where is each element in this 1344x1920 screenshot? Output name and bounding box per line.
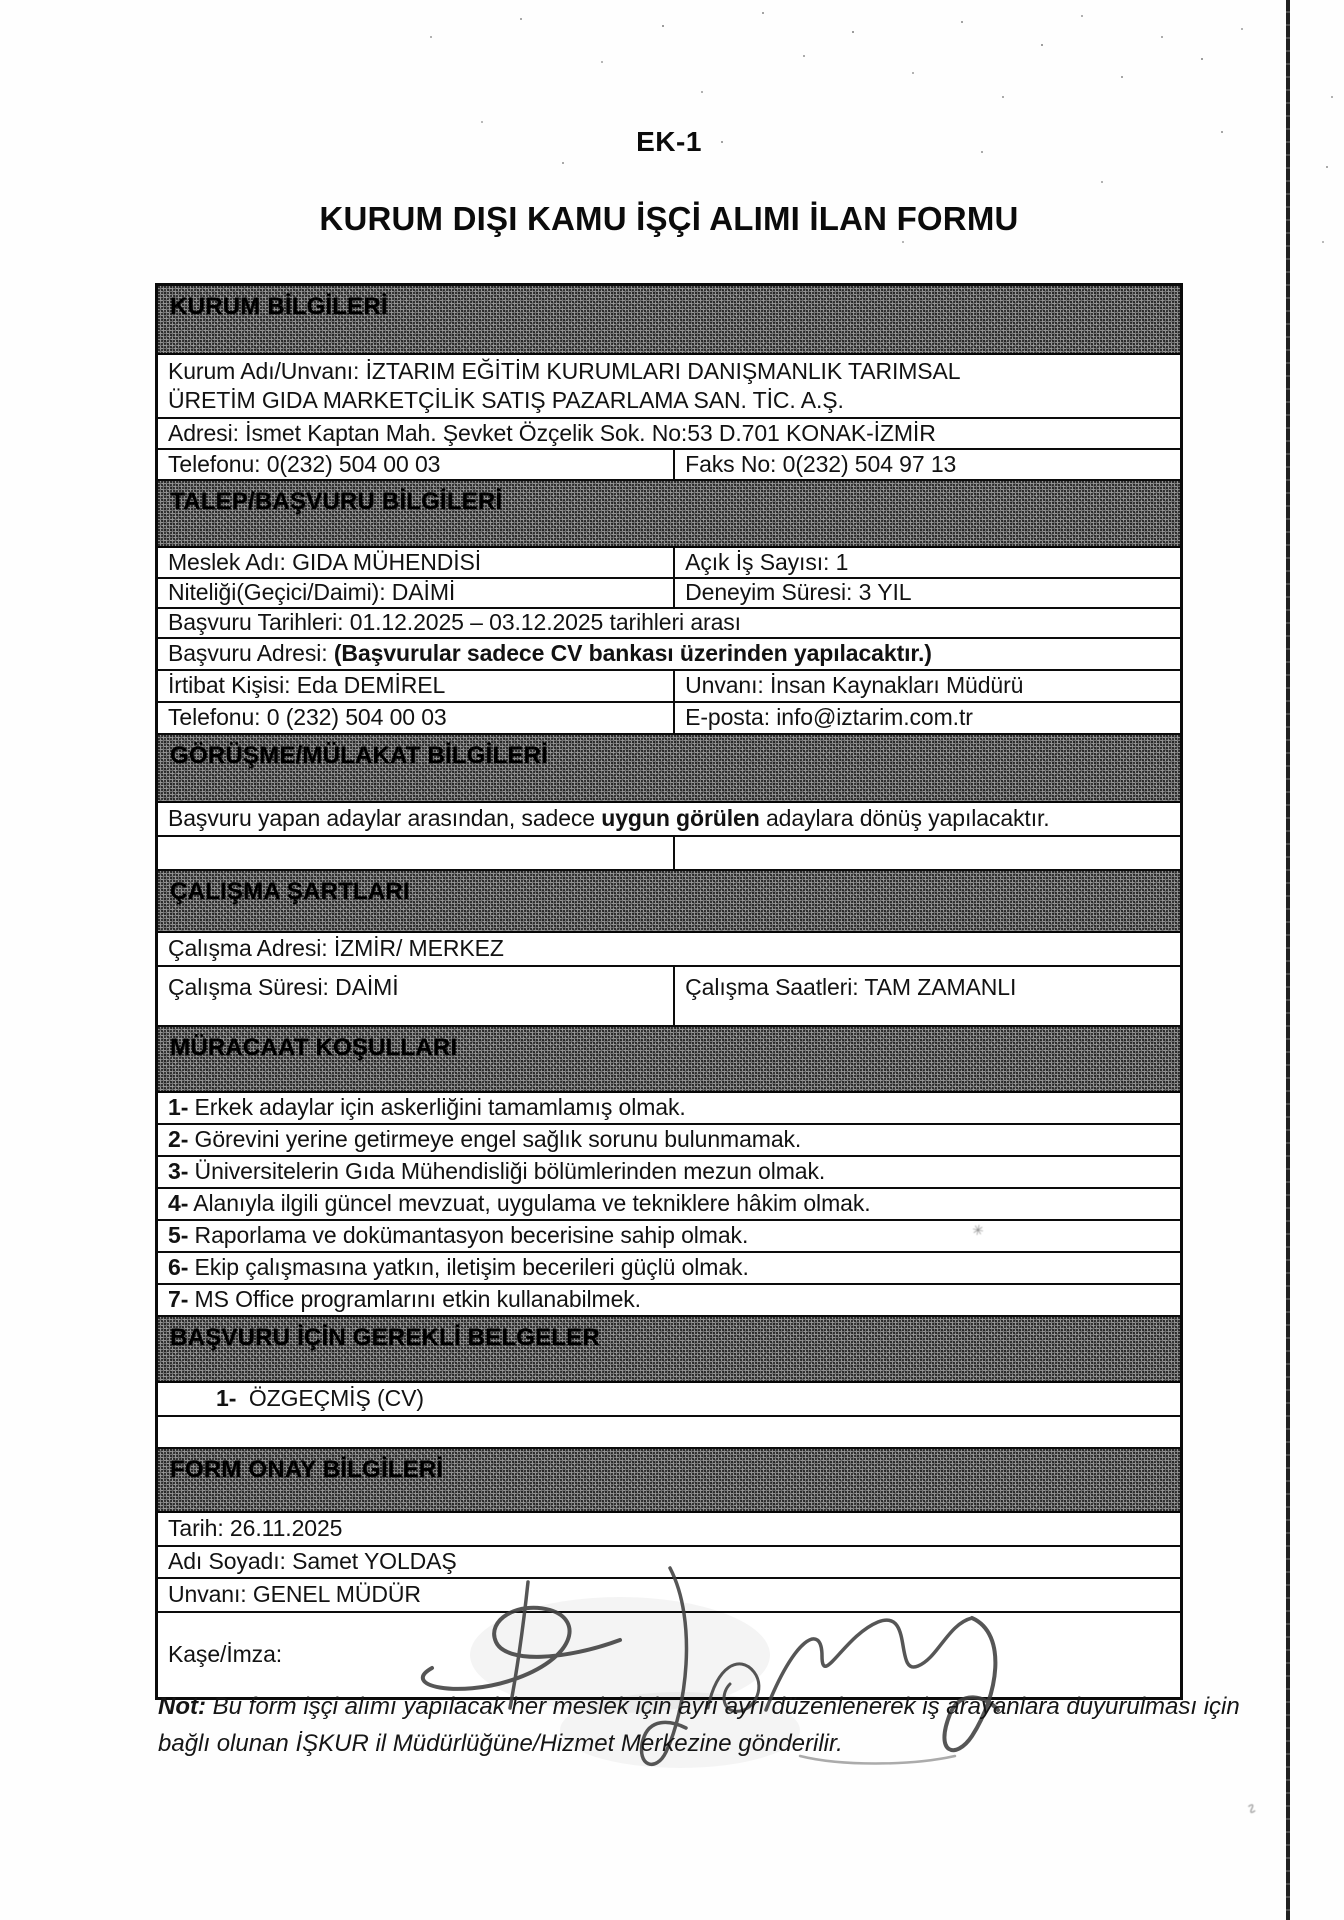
requirement-text: Raporlama ve dokümantasyon becerisine sahip olmak. (188, 1222, 749, 1249)
field-irtibat-kisisi: İrtibat Kişisi: Eda DEMİREL (168, 672, 446, 699)
scan-noise-speckles (0, 0, 2, 2)
field-niteligi: Niteliği(Geçici/Daimi): DAİMİ (168, 579, 456, 606)
requirement-num: 2- (168, 1126, 189, 1153)
requirement-num: 7- (168, 1286, 189, 1313)
row-kurum-adi (158, 355, 1180, 419)
document-item-text: ÖZGEÇMİŞ (CV) (236, 1385, 424, 1412)
row-telefon-eposta (158, 703, 1180, 735)
field-deneyim-suresi: Deneyim Süresi: 3 YIL (685, 579, 912, 606)
field-telefon: Telefonu: 0(232) 504 00 03 (168, 450, 441, 477)
field-calisma-suresi: Çalışma Süresi: DAİMİ (168, 974, 399, 1000)
section-header-muracaat-kosullari: MÜRACAAT KOŞULLARI (158, 1027, 1180, 1093)
requirement-row-2 (158, 1125, 1180, 1157)
footer-note (158, 1688, 1298, 1762)
field-kase-imza-label: Kaşe/İmza: (168, 1641, 283, 1668)
requirement-num: 4- (168, 1190, 189, 1217)
gorusme-text-suffix: adaylara dönüş yapılacaktır. (759, 805, 1050, 832)
gorusme-text-bold: uygun görülen (601, 805, 760, 832)
section-header-gerekli-belgeler: BAŞVURU İÇİN GEREKLİ BELGELER (158, 1317, 1180, 1383)
field-adres: Adresi: İsmet Kaptan Mah. Şevket Özçelik Sok. No:53 D.701 KONAK-İZMİR (168, 419, 936, 446)
row-ozgecmis (158, 1383, 1180, 1417)
scan-artifact-small: ✳ (970, 1220, 986, 1240)
page-title: KURUM DIŞI KAMU İŞÇİ ALIMI İLAN FORMU (319, 200, 1019, 237)
requirement-text: MS Office programlarını etkin kullanabilmek. (188, 1286, 641, 1313)
row-kase-imza (158, 1613, 1180, 1697)
requirement-text: Ekip çalışmasına yatkın, iletişim becerileri güçlü olmak. (188, 1254, 749, 1281)
scan-artifact-small: ∿ (1242, 1798, 1262, 1819)
requirement-text: Görevini yerine getirmeye engel sağlık sorunu bulunmamak. (188, 1126, 802, 1153)
row-basvuru-adresi (158, 639, 1180, 671)
document-item-num: 1- (216, 1385, 237, 1412)
row-adres (158, 419, 1180, 450)
requirement-row-3 (158, 1157, 1180, 1189)
requirement-num: 3- (168, 1158, 189, 1185)
field-basvuru-tarihleri: Başvuru Tarihleri: 01.12.2025 – 03.12.2025 tarihleri arası (168, 609, 741, 636)
section-header-gorusme-mulakat: GÖRÜŞME/MÜLAKAT BİLGİLERİ (158, 735, 1180, 803)
row-meslek (158, 548, 1180, 579)
footer-note-label: Not: (158, 1693, 206, 1720)
row-basvuru-tarihleri (158, 609, 1180, 639)
section-header-kurum-bilgileri: KURUM BİLGİLERİ (158, 286, 1180, 355)
row-tarih (158, 1513, 1180, 1547)
section-header-form-onay: FORM ONAY BİLGİLERİ (158, 1449, 1180, 1513)
requirement-num: 6- (168, 1254, 189, 1281)
requirement-text: Erkek adaylar için askerliğini tamamlamış olmak. (188, 1094, 686, 1121)
field-acik-is-sayisi: Açık İş Sayısı: 1 (685, 548, 849, 575)
row-irtibat (158, 671, 1180, 703)
requirement-num: 5- (168, 1222, 189, 1249)
field-calisma-saatleri: Çalışma Saatleri: TAM ZAMANLI (685, 974, 1017, 1000)
field-tarih: Tarih: 26.11.2025 (168, 1515, 343, 1542)
field-unvan: Unvanı: GENEL MÜDÜR (168, 1581, 421, 1608)
requirement-text: Alanıyla ilgili güncel mevzuat, uygulama ve tekniklere hâkim olmak. (188, 1190, 871, 1217)
field-basvuru-adresi-value: (Başvurular sadece CV bankası üzerinden yapılacaktır.) (333, 640, 932, 667)
section-header-calisma-sartlari: ÇALIŞMA ŞARTLARI (158, 871, 1180, 933)
row-belgeler-empty (158, 1417, 1180, 1449)
row-nitelik (158, 579, 1180, 609)
field-kurum-adi: Kurum Adı/Unvanı: İZTARIM EĞİTİM KURUMLARI DANIŞMANLIK TARIMSAL ÜRETİM GIDA MARKETÇİLİK SATIŞ PAZARLAMA SAN. TİC. A.Ş. (168, 357, 960, 413)
gorusme-text-prefix: Başvuru yapan adaylar arasından, sadece (168, 805, 602, 832)
row-calisma-adresi (158, 933, 1180, 967)
field-calisma-adresi: Çalışma Adresi: İZMİR/ MERKEZ (168, 935, 504, 962)
field-irtibat-unvan: Unvanı: İnsan Kaynakları Müdürü (685, 672, 1024, 699)
form-tag: EK-1 (636, 126, 702, 157)
field-irtibat-telefon: Telefonu: 0 (232) 504 00 03 (168, 704, 447, 731)
requirement-row-7 (158, 1285, 1180, 1317)
row-unvan (158, 1579, 1180, 1613)
row-gorusme-empty (158, 837, 1180, 871)
field-basvuru-adresi-label: Başvuru Adresi: (168, 640, 334, 667)
row-telefon-faks (158, 450, 1180, 481)
requirement-num: 1- (168, 1094, 189, 1121)
field-adi-soyadi: Adı Soyadı: Samet YOLDAŞ (168, 1548, 457, 1575)
row-gorusme-text (158, 803, 1180, 837)
row-adi-soyadi (158, 1547, 1180, 1579)
field-faks: Faks No: 0(232) 504 97 13 (685, 450, 957, 477)
field-meslek-adi: Meslek Adı: GIDA MÜHENDİSİ (168, 548, 482, 575)
requirement-row-1 (158, 1093, 1180, 1125)
requirement-text: Üniversitelerin Gıda Mühendisliği bölümlerinden mezun olmak. (188, 1158, 826, 1185)
field-eposta: E-posta: info@iztarim.com.tr (685, 704, 973, 731)
row-calisma-sure-saat (158, 967, 1180, 1027)
footer-note-text: Bu form işçi alımı yapılacak her meslek için ayrı ayrı düzenlenerek iş arayanlara duyurulması için bağlı olunan İŞKUR il Müdürlüğüne/Hizmet Merkezine gönderilir. (158, 1693, 1240, 1758)
scan-edge-line (1286, 0, 1290, 1920)
requirement-row-6 (158, 1253, 1180, 1285)
requirement-row-5 (158, 1221, 1180, 1253)
section-header-talep-basvuru: TALEP/BAŞVURU BİLGİLERİ (158, 481, 1180, 548)
form-table (155, 283, 1183, 1700)
requirement-row-4 (158, 1189, 1180, 1221)
